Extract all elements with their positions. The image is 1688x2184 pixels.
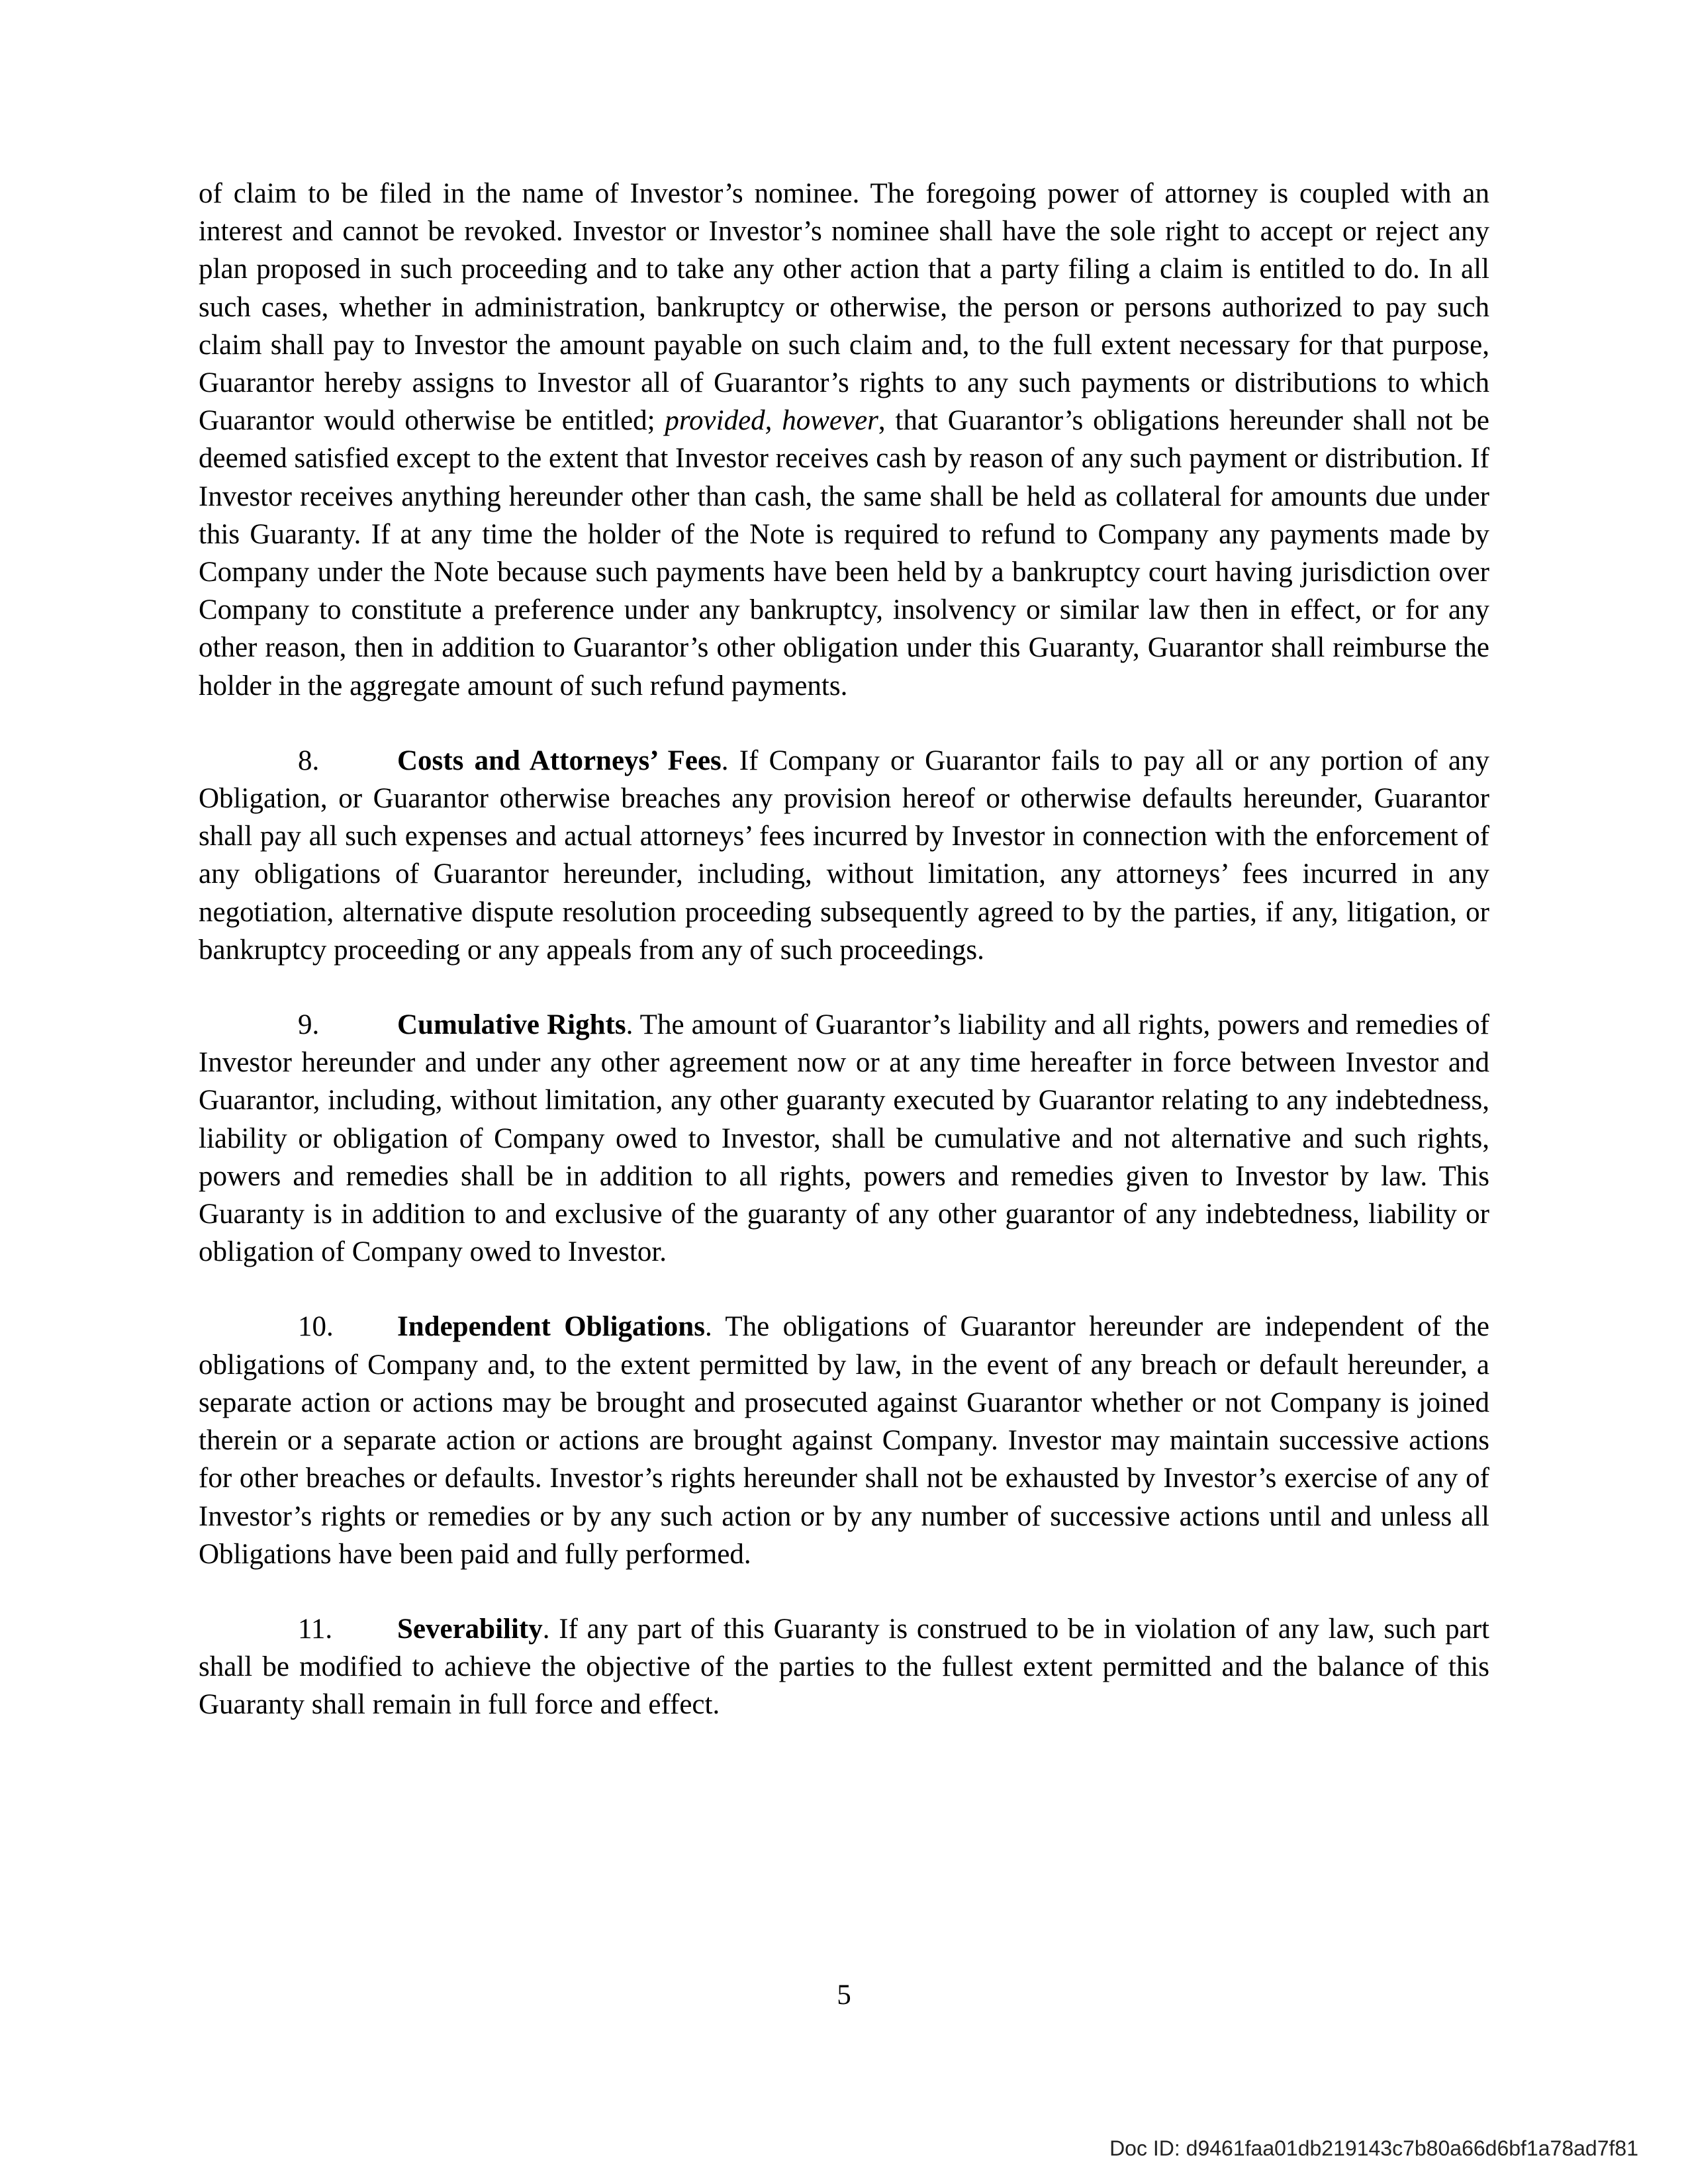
intro-text-before: of claim to be filed in the name of Investor’s nominee. The foregoing power of attorney is coupled with an interest and cannot be revoked. Investor or Investor’s nominee shall have the sole right to accept or reject any plan proposed in such proceeding and to take any other action that a party filing a claim is entitled to do. In all such cases, whether in administration, bankruptcy or otherwise, the person or persons authorized to pay such claim shall pay to Investor the amount payable on such claim and, to the full extent necessary for that purpose, Guarantor hereby assigns to Investor all of Guarantor’s rights to any such payments or distributions to which Guarantor would otherwise be entitled; [199, 178, 1489, 437]
section-number: 9. [298, 1009, 320, 1041]
section-10 [199, 1308, 1489, 1572]
intro-italic-proviso: provided, however [665, 405, 878, 437]
section-number: 11. [298, 1613, 333, 1645]
page-number: 5 [837, 1979, 851, 2011]
section-heading: Costs and Attorneys’ Fees [397, 745, 722, 776]
section-number: 10. [298, 1311, 334, 1343]
section-text: . If any part of this Guaranty is construed to be in violation of any law, such part shall be modified to achieve the objective of the parties to the fullest extent permitted and the balance of this Guaranty shall remain in full force and effect. [199, 1613, 1489, 1721]
doc-id-footer: Doc ID: d9461faa01db219143c7b80a66d6bf1a78ad7f81 [1109, 2136, 1638, 2160]
section-number: 8. [298, 745, 320, 776]
section-heading: Independent Obligations [397, 1311, 705, 1343]
intro-paragraph [199, 175, 1489, 705]
section-heading: Severability [397, 1613, 543, 1645]
section-11 [199, 1610, 1489, 1724]
intro-text-after: , that Guarantor’s obligations hereunder shall not be deemed satisfied except to the extent that Investor receives cash by reason of any such payment or distribution. If Investor receives anything hereunder other than cash, the same shall be held as collateral for amounts due under this Guaranty. If at any time the holder of the Note is required to refund to Company any payments made by Company under the Note because such payments have been held by a bankruptcy court having jurisdiction over Company to constitute a preference under any bankruptcy, insolvency or similar law then in effect, or for any other reason, then in addition to Guarantor’s other obligation under this Guaranty, Guarantor shall reimburse the holder in the aggregate amount of such refund payments. [199, 405, 1489, 702]
section-9 [199, 1006, 1489, 1271]
section-text: . If Company or Guarantor fails to pay all or any portion of any Obligation, or Guarantor otherwise breaches any provision hereof or otherwise defaults hereunder, Guarantor shall pay all such expenses and actual attorneys’ fees incurred by Investor in connection with the enforcement of any obligations of Guarantor hereunder, including, without limitation, any attorneys’ fees incurred in any negotiation, alternative dispute resolution proceeding subsequently agreed to by the parties, if any, litigation, or bankruptcy proceeding or any appeals from any of such proceedings. [199, 745, 1489, 966]
document-body [199, 175, 1489, 1724]
section-8 [199, 742, 1489, 969]
section-heading: Cumulative Rights [397, 1009, 626, 1041]
section-text: . The amount of Guarantor’s liability and all rights, powers and remedies of Investor hereunder and under any other agreement now or at any time hereafter in force between Investor and Guarantor, including, without limitation, any other guaranty executed by Guarantor relating to any indebtedness, liability or obligation of Company owed to Investor, shall be cumulative and not alternative and such rights, powers and remedies shall be in addition to all rights, powers and remedies given to Investor by law. This Guaranty is in addition to and exclusive of the guaranty of any other guarantor of any indebtedness, liability or obligation of Company owed to Investor. [199, 1009, 1490, 1268]
section-text: . The obligations of Guarantor hereunder are independent of the obligations of Company and, to the extent permitted by law, in the event of any breach or default hereunder, a separate action or actions may be brought and prosecuted against Guarantor whether or not Company is joined therein or a separate action or actions are brought against Company. Investor may maintain successive actions for other breaches or defaults. Investor’s rights hereunder shall not be exhausted by Investor’s exercise of any of Investor’s rights or remedies or by any such action or by any number of successive actions until and unless all Obligations have been paid and fully performed. [199, 1311, 1490, 1570]
